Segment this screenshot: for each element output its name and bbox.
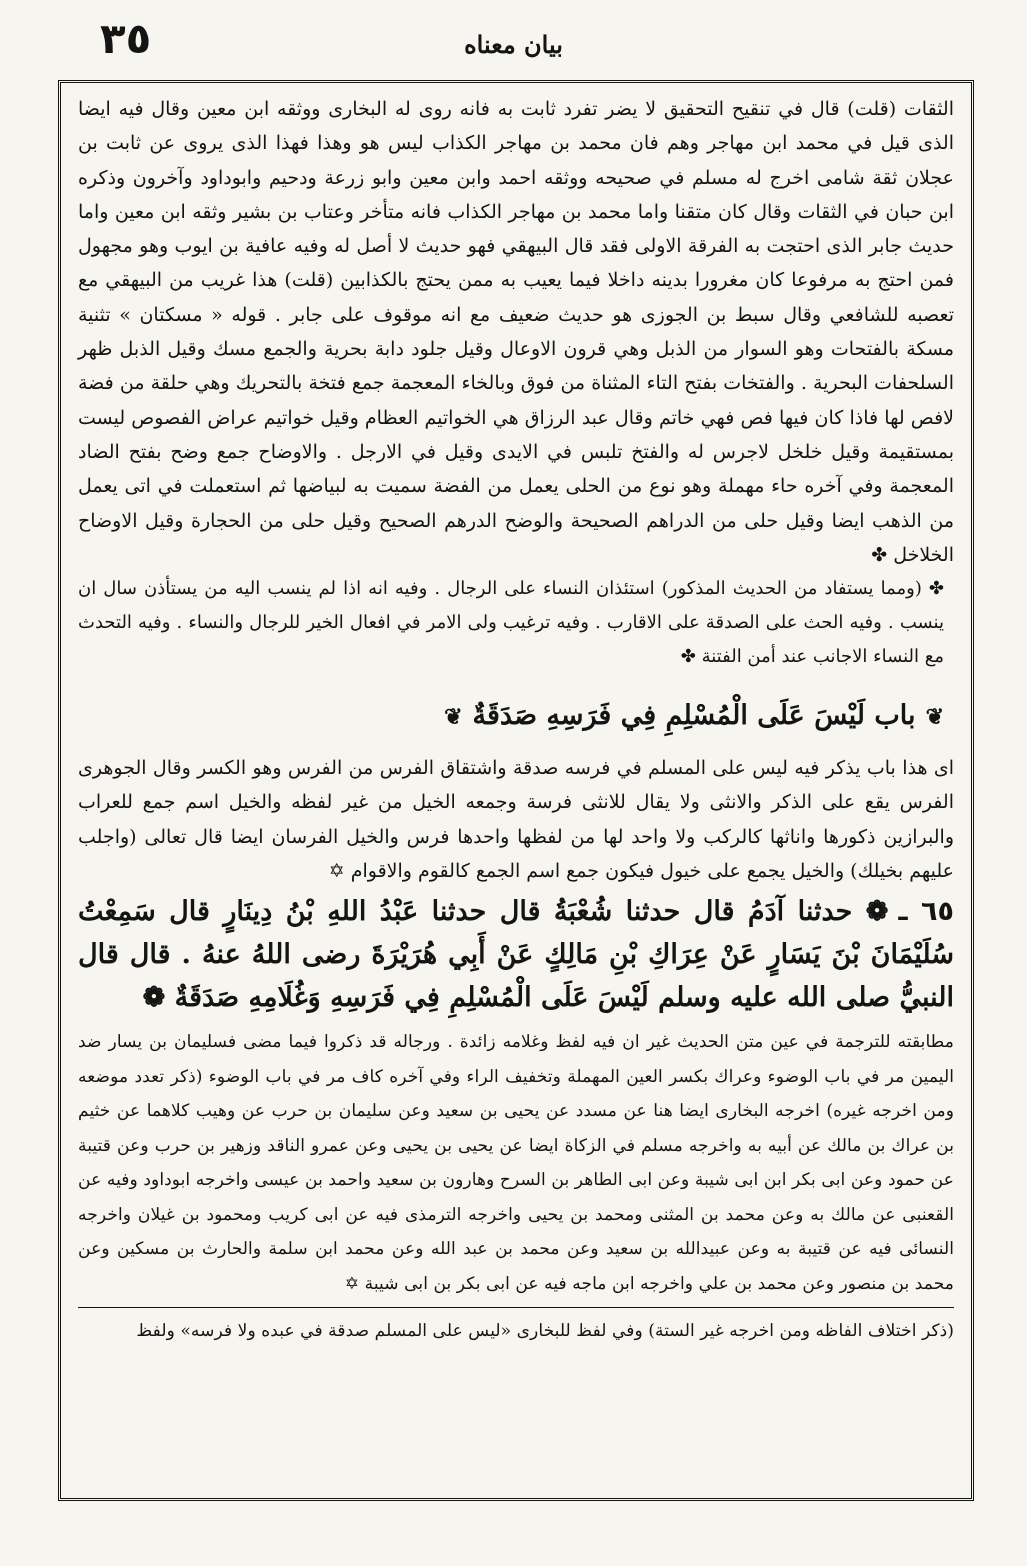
benefits-note: ✤ (ومما يستفاد من الحديث المذكور) استئذان النساء على الرجال . وفيه انه اذا لم ينسب اليه من يستأذن سال ان ينسب . وفيه الحث على الصدقة على الاقارب . وفيه ترغيب ولى الامر في افعال الخير للرجال والنساء . وفيه التحدث مع النساء الاجانب عند أمن الفتنة ✤ [78,578,944,668]
hadith-text [78,890,954,1019]
chapter-explanation: اى هذا باب يذكر فيه ليس على المسلم في فرسه صدقة واشتقاق الفرس من الفرس وهو الكسر وقال الجوهرى الفرس يقع على الذكر والانثى ولا يقال للانثى فرسة وجمعه الخيل من غير لفظه والخيل اسم جمع للعراب والبرازين ذكورها واناثها كالركب ولا واحد لها من لفظها واحدها فرس والخيل الفرسان ايضا قال تعالى (واجلب عليهم بخيلك) والخيل يجمع على خيول فيكون جمع اسم الجمع كالقوم والاقوام ✡ [78,757,954,883]
running-title: بيان معناه [464,30,563,59]
hadith-body: ❁ حدثنا آدَمُ قال حدثنا شُعْبَةُ قال حدثنا عَبْدُ اللهِ بْنُ دِينَارٍ قال سَمِعْتُ سُلَيْمَانَ بْنَ يَسَارٍ عَنْ عِرَاكِ بْنِ مَالِكٍ عَنْ أَبِي هُرَيْرَةَ رضى اللهُ عنهُ . قال قال النبيُّ صلى الله عليه وسلم لَيْسَ عَلَى الْمُسْلِمِ فِي فَرَسِهِ وَغُلَامِهِ صَدَقَةٌ ❁ [78,896,954,1014]
page-header [0,0,1027,80]
ornament-icon: ❦ [444,704,463,731]
ornament-icon: ❦ [925,704,944,731]
section-divider [78,1307,954,1308]
chapter-heading [78,688,954,745]
commentary-paragraph: الثقات (قلت) قال في تنقيح التحقيق لا يضر تفرد ثابت به فانه روى له البخارى ووثقه ابن معين وقال فيه ايضا الذى قيل في محمد ابن مهاجر وهم فان محمد بن مهاجر الكذاب ليس هو وهذا فهذا الذى يروى عن ثابت بن عجلان ثقة شامى اخرج له مسلم في صحيحه ووثقه احمد وابن معين وابو زرعة ودحيم وابوداود وآخرون وذكره ابن حبان في الثقات وقال كان متقنا واما محمد بن مهاجر الكذاب فانه متأخر وعتاب بن بشير وثقه ابن معين واما حديث جابر الذى احتجت به الفرقة الاولى فقد قال البيهقي فهو حديث لا أصل له وفيه عافية بن ايوب وهو مجهول فمن احتج به مرفوعا كان مغرورا بدينه داخلا فيما يعيب به ممن يحتج بالكذابين (قلت) هذا غريب من البيهقي مع تعصبه للشافعي وقال سبط بن الجوزى هو حديث ضعيف مع انه موقوف على جابر . قوله « مسكتان » تثنية مسكة بالفتحات وهو السوار من الذبل وهي قرون الاوعال وقيل جلود دابة بحرية والجمع مسك وقيل الذبل ظهر السلحفات البحرية . والفتخات بفتح التاء المثناة من فوق وبالخاء المعجمة جمع فتخة بالتحريك وهي حلقة من فضة لافص لها فاذا كان فيها فص فهي خاتم وقال عبد الرزاق هي الخواتيم العظام وقيل خواتيم عراض الفصوص ليست بمستقيمة وقيل خلخل لاجرس له والفتخ تلبس في الايدى وقيل في الارجل . والاوضاح جمع وضح بفتح الضاد المعجمة وفي آخره حاء مهملة وهو نوع من الحلى يعمل من الفضة سميت به لبياضها ثم استعملت في اتى يعمل من الذهب ايضا وقيل حلى من الدراهم الصحيحة والوضح الدرهم الصحيح وقيل حلى من الحجارة وقيل الاوضاح الخلاخل ✤ [78,98,954,566]
hadith-commentary: مطابقته للترجمة في عين متن الحديث غير ان فيه لفظ وغلامه زائدة . ورجاله قد ذكروا فيما مضى فسليمان بن يسار ضد اليمين مر في باب الوضوء وعراك بكسر العين المهملة وتخفيف الراء وفي آخره كاف مر في باب الوضوء (ذكر تعدد موضعه ومن اخرجه غيره) اخرجه البخارى ايضا هنا عن مسدد عن يحيى بن سعيد وعن سليمان بن حرب عن وهيب كلاهما عن خثيم بن عراك بن مالك عن أبيه به واخرجه مسلم في الزكاة ايضا عن يحيى بن يحيى وعن عمرو الناقد وزهير بن حرب وعن قتيبة عن حمود وعن ابى بكر ابن ابى شيبة وعن ابى الطاهر بن السرح وهارون بن سعيد واحمد بن عيسى واخرجه ابوداود وفيه عن القعنبى عن مالك به وعن محمد بن المثنى ومحمد بن يحيى واخرجه الترمذى فيه عن ابى كريب ومحمود بن غيلان واخرجه النسائى فيه عن قتيبة به وعن عبيدالله بن سعيد وعن محمد بن عبد الله وعن محمد ابن سلمة والحارث بن مسكين وعن محمد بن منصور وعن محمد بن علي واخرجه ابن ماجه فيه عن ابى بكر بن ابى شيبة ✡ [78,1032,954,1294]
page-number: ٣٥ [100,14,152,63]
page-body [78,92,954,1349]
hadith-number: ٦٥ ـ [898,896,955,928]
chapter-title: باب لَيْسَ عَلَى الْمُسْلِمِ فِي فَرَسِهِ صَدَقَةٌ [472,700,916,732]
variants-note: (ذكر اختلاف الفاظه ومن اخرجه غير الستة) وفي لفظ للبخارى «ليس على المسلم صدقة في عبده ولا فرسه» ولفظ [136,1321,954,1342]
